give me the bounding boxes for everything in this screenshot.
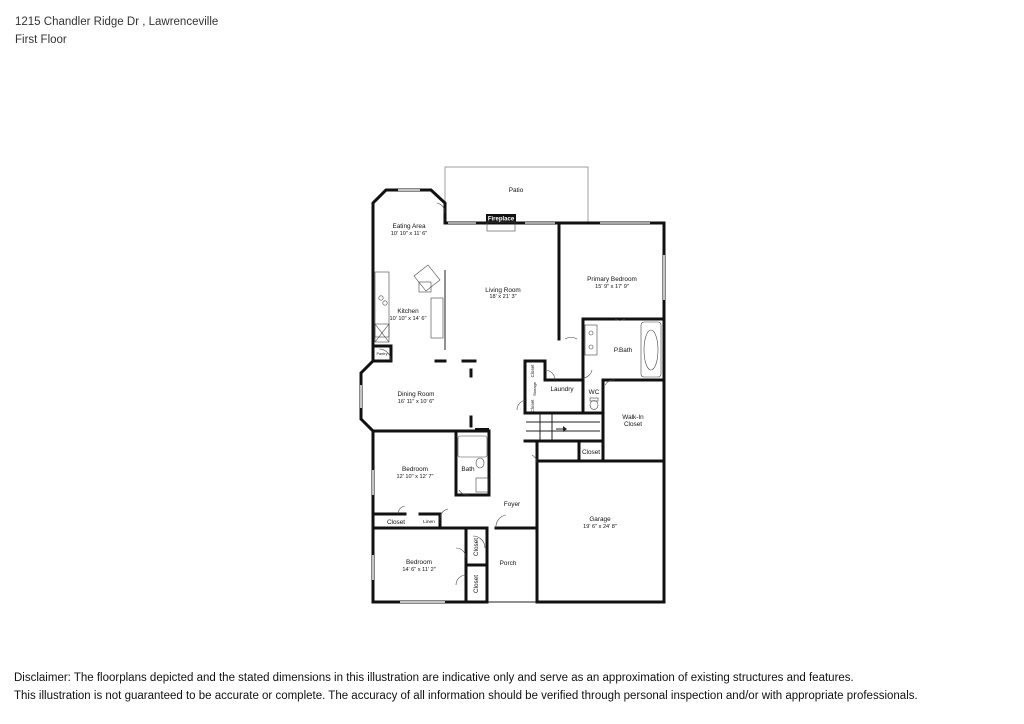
bedroom-1-label: Bedroom [402,466,428,473]
primary-bedroom-dims: 15' 9" x 17' 9" [595,284,629,290]
patio-area [445,167,588,223]
bedroom-1-dims: 12' 10" x 12' 7" [396,474,434,480]
laundry-closet-bottom-label: Closet [530,399,535,413]
stair-closet-label: Closet [581,449,601,456]
storage-label: Storage [532,381,537,397]
walk-in-closet-label: Walk-In [622,414,644,421]
bedroom-2-dims: 14' 6" x 11' 2" [402,567,436,573]
laundry-label: Laundry [550,386,574,393]
wc-label: WC [588,389,600,396]
closet-v1-label: Closet [473,537,480,557]
primary-bedroom-label: Primary Bedroom [587,276,637,283]
bedroom-closet-label: Closet [386,519,406,526]
kitchen-dims: 10' 10" x 14' 6" [389,316,427,322]
dining-room-label: Dining Room [397,391,435,398]
living-room-label: Living Room [485,287,521,294]
eating-area-label: Eating Area [392,223,426,230]
pantry-label: Pantry [376,352,388,356]
dining-room-dims: 16' 11" x 10' 6" [397,399,435,405]
bath-label: Bath [461,466,475,473]
address-header: 1215 Chandler Ridge Dr , Lawrenceville [15,16,219,28]
garage-label: Garage [589,516,611,523]
floor-label: First Floor [15,34,67,46]
porch-label: Porch [499,560,517,567]
fireplace-label: Fireplace [487,216,515,223]
linen-label: Linen [423,520,435,525]
disclaimer-line-2: This illustration is not guaranteed to be accurate or complete. The accuracy of all information should be verified through personal inspection and/or with appropriate professionals. [14,690,918,702]
kitchen-label: Kitchen [397,308,419,315]
walk-in-closet-label-2: Closet [623,421,643,428]
closet-v2-label: Closet [473,574,480,594]
garage-dims: 19' 6" x 24' 8" [583,524,617,530]
bedroom-2-label: Bedroom [406,559,432,566]
p-bath-label: P.Bath [613,347,633,354]
eating-area-dims: 10' 10" x 11' 6" [390,231,428,237]
laundry-closet-top-label: Closet [530,364,535,378]
disclaimer-line-1: Disclaimer: The floorplans depicted and the stated dimensions in this illustration are indicative only and serve as an approximation of existing structures and features. [14,672,854,684]
patio-label: Patio [508,187,524,194]
foyer-label: Foyer [503,501,521,508]
living-room-dims: 18' x 21' 3" [489,294,517,300]
